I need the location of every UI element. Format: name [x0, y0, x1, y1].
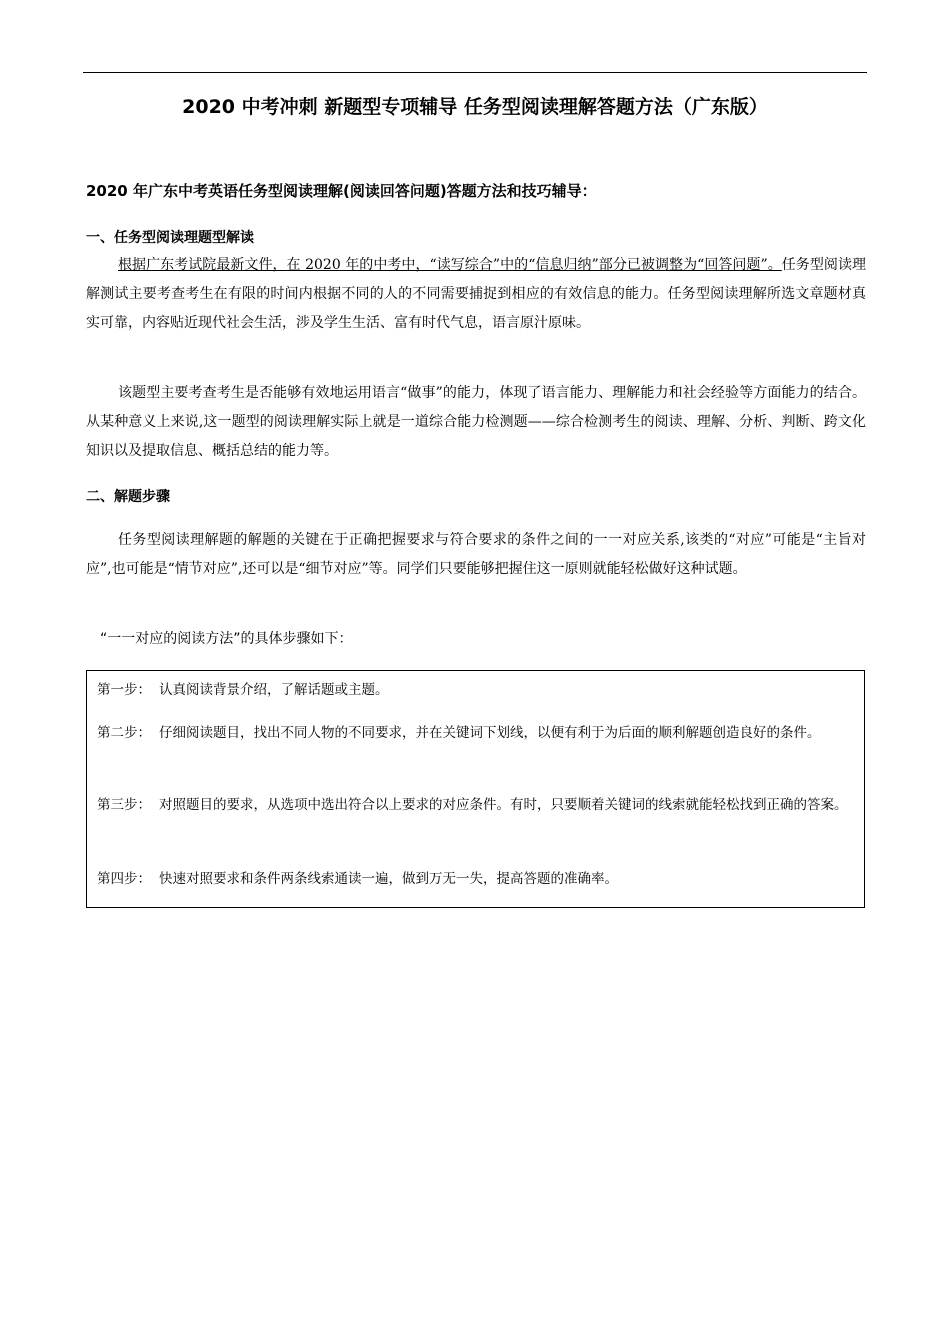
section-heading-2: 二、解题步骤: [86, 489, 170, 505]
document-subtitle: 2020 年广东中考英语任务型阅读理解(阅读回答问题)答题方法和技巧辅导：: [86, 182, 597, 200]
step-label: 第三步：: [97, 797, 151, 813]
document-title: 2020 中考冲刺 新题型专项辅导 任务型阅读理解答题方法（广东版）: [182, 96, 768, 118]
step-item: [97, 791, 857, 819]
step-label: 第一步：: [97, 682, 151, 698]
section2-paragraph-1: 任务型阅读理解题的解题的关键在于正确把握要求与符合要求的条件之间的一一对应关系,该类的“对应”可能是“主旨对应”,也可能是“情节对应”,还可以是“细节对应”等。同学们只要能够把握住这一原则就能轻松做好这种试题。: [86, 532, 866, 577]
step-text: 仔细阅读题目，找出不同人物的不同要求，并在关键词下划线，以便有利于为后面的顺利解题创造良好的条件。: [159, 725, 821, 741]
step-text: 对照题目的要求，从选项中选出符合以上要求的对应条件。有时，只要顺着关键词的线索就能轻松找到正确的答案。: [159, 797, 848, 813]
section-heading-1: 一、任务型阅读理题型解读: [86, 230, 254, 246]
section1-paragraph-2: 该题型主要考查考生是否能够有效地运用语言“做事”的能力，体现了语言能力、理解能力和社会经验等方面能力的结合。从某种意义上来说,这一题型的阅读理解实际上就是一道综合能力检测题——综合检测考生的阅读、理解、分析、判断、跨文化知识以及提取信息、概括总结的能力等。: [86, 385, 866, 459]
paragraph-text: 任务型阅读理解测试主要考查考生在有限的时间内根据不同的人的不同需要捕捉到相应的有效信息的能力。任务型阅读理解所选文章题材真实可靠，内容贴近现代社会生活，涉及学生生活、富有时代气息，语言原汁原味。: [86, 257, 866, 331]
section1-paragraph-1: [86, 251, 866, 338]
step-item: [97, 719, 857, 747]
header-rule: [83, 72, 867, 73]
steps-lead-text: “一一对应的阅读方法”的具体步骤如下：: [100, 631, 353, 647]
step-label: 第二步：: [97, 725, 151, 741]
step-text: 认真阅读背景介绍，了解话题或主题。: [159, 682, 389, 698]
step-text: 快速对照要求和条件两条线索通读一遍，做到万无一失，提高答题的准确率。: [159, 871, 618, 887]
steps-box: [86, 670, 865, 908]
step-label: 第四步：: [97, 871, 151, 887]
step-item: [97, 676, 857, 704]
underlined-sentence: 根据广东考试院最新文件，在 2020 年的中考中，“读写综合”中的“信息归纳”部分已被调整为“回答问题”。: [118, 257, 782, 273]
step-item: [97, 865, 857, 893]
